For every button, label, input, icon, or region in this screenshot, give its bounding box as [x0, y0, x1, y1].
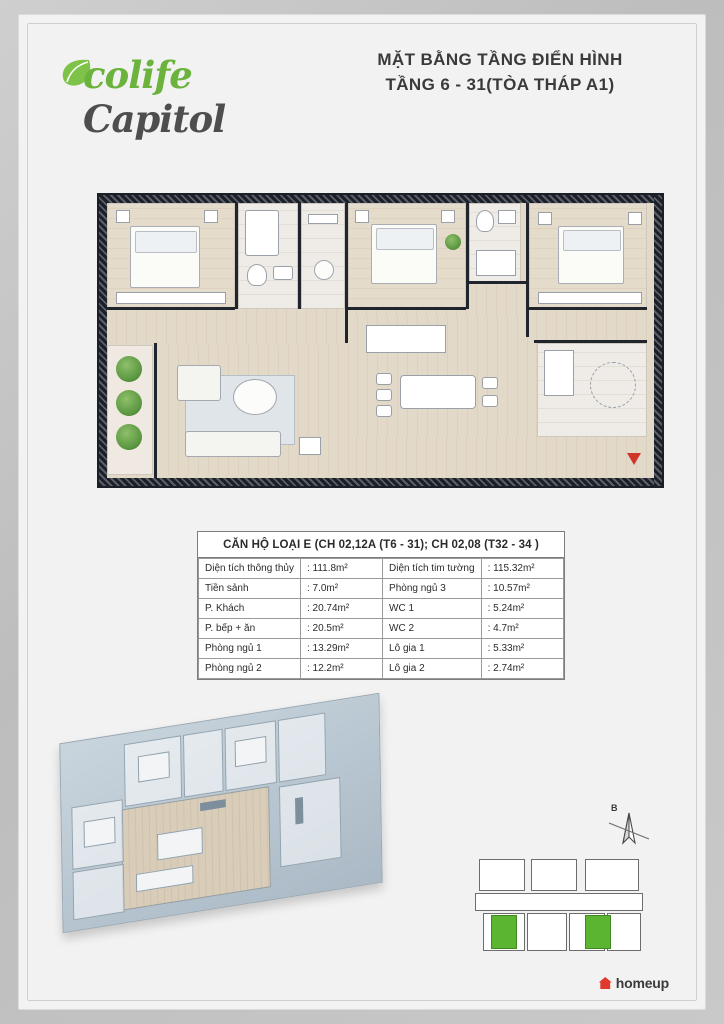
nightstand-3b [628, 212, 642, 225]
room-kitchen-dining [348, 317, 534, 437]
sink-1 [273, 266, 293, 280]
cabinet-hall [308, 214, 338, 224]
balcony-plant-3 [116, 424, 142, 450]
spec-value: : 13.29m² [300, 639, 382, 659]
dining-chair-3 [376, 405, 392, 417]
keyplan-block-b [531, 859, 577, 891]
nightstand-2a [355, 210, 369, 223]
spec-value: : 2.74m² [481, 659, 563, 679]
toilet-1 [247, 264, 267, 286]
partition-7 [348, 307, 466, 310]
spec-label: P. bếp + ăn [199, 619, 301, 639]
room-foyer [537, 343, 647, 437]
spec-value: : 12.2m² [300, 659, 382, 679]
spec-label: Tiền sảnh [199, 579, 301, 599]
room-bedroom-3 [529, 203, 647, 309]
partition-5 [526, 203, 529, 337]
spec-value: : 7.0m² [300, 579, 382, 599]
bed-2 [371, 224, 437, 284]
spec-value: : 111.8m² [300, 559, 382, 579]
partition-3 [345, 203, 348, 343]
room-bedroom-2 [348, 203, 466, 309]
spec-label: Phòng ngủ 3 [383, 579, 482, 599]
title-line-1: MẶT BẰNG TẦNG ĐIỂN HÌNH [377, 50, 623, 69]
dining-chair-2 [376, 389, 392, 401]
spec-label: Lô gia 2 [383, 659, 482, 679]
bed-1 [130, 226, 200, 288]
iso-foyer [279, 777, 342, 867]
nightstand-1a [116, 210, 130, 223]
title-line-2: TẦNG 6 - 31(TÒA THÁP A1) [385, 75, 615, 94]
keyplan-highlight-left [491, 915, 517, 949]
compass-rose [599, 803, 659, 859]
iso-bed-3 [235, 736, 267, 767]
sink-2 [498, 210, 516, 224]
spec-label: Lô gia 1 [383, 639, 482, 659]
balcony-plant-2 [116, 390, 142, 416]
nightstand-1b [204, 210, 218, 223]
plant-bedroom-2 [445, 234, 461, 250]
spec-value: : 20.5m² [300, 619, 382, 639]
dining-table [400, 375, 476, 409]
table-row [199, 559, 564, 579]
spec-value: : 5.33m² [481, 639, 563, 659]
iso-entry-door [295, 797, 303, 825]
spec-value: : 5.24m² [481, 599, 563, 619]
wall-left [99, 195, 107, 486]
room-hall [301, 203, 345, 309]
table-row [199, 659, 564, 679]
ecolife-capitol-logo [57, 51, 307, 141]
entry-door-swing [590, 362, 636, 408]
partition-11 [154, 343, 157, 478]
keyplan-unit-4 [607, 913, 641, 951]
isometric-3d-view [53, 695, 393, 930]
iso-bed-2 [138, 751, 170, 782]
table-row [199, 599, 564, 619]
wall-top [99, 195, 662, 203]
spec-value: : 20.74m² [300, 599, 382, 619]
armchair [177, 365, 221, 401]
entry-direction-marker [627, 453, 641, 465]
keyplan-highlight-right [585, 915, 611, 949]
nightstand-2b [441, 210, 455, 223]
wardrobe-1 [116, 292, 226, 304]
table-row [199, 619, 564, 639]
partition-8 [529, 307, 647, 310]
wall-bottom [99, 478, 662, 486]
spec-label: Phòng ngủ 1 [199, 639, 301, 659]
shower-2 [476, 250, 516, 276]
shoe-cabinet [544, 350, 574, 396]
partition-4 [466, 203, 469, 309]
spec-label: Phòng ngủ 2 [199, 659, 301, 679]
room-wc-2 [469, 203, 521, 283]
logo-main-text: colife [83, 53, 192, 97]
key-plan [475, 853, 647, 951]
iso-bed-1 [83, 817, 115, 848]
house-icon [599, 977, 612, 989]
spec-label: Diện tích thông thủy [199, 559, 301, 579]
partition-1 [235, 203, 238, 309]
toilet-2 [476, 210, 494, 232]
spec-value: : 115.32m² [481, 559, 563, 579]
room-wc-1 [238, 203, 298, 309]
logo-sub-text: Capitol [83, 97, 226, 141]
iso-apartment-model [59, 693, 382, 934]
iso-wc-2 [278, 712, 327, 782]
spec-label: Diện tích tim tường [383, 559, 482, 579]
partition-9 [466, 281, 526, 284]
brand-label: homeup [615, 975, 669, 991]
room-living [159, 345, 349, 475]
keyplan-block-a [479, 859, 525, 891]
keyplan-unit-2 [527, 913, 567, 951]
spec-value: : 10.57m² [481, 579, 563, 599]
spec-title: CĂN HỘ LOẠI E (CH 02,12A (T6 - 31); CH 02,08 (T32 - 34 ) [198, 532, 564, 558]
nightstand-3a [538, 212, 552, 225]
sheet-title [335, 47, 665, 97]
footer-brand [599, 975, 669, 991]
spec-label: WC 1 [383, 599, 482, 619]
table-row [199, 639, 564, 659]
floor-plan-drawing [97, 193, 664, 488]
iso-balcony [72, 864, 124, 921]
partition-10 [534, 340, 647, 343]
decor-table-hall [314, 260, 334, 280]
table-row [199, 579, 564, 599]
wall-right [654, 195, 662, 486]
iso-wc-1 [183, 729, 224, 798]
apartment-spec-table [197, 531, 565, 680]
spec-label: WC 2 [383, 619, 482, 639]
header [19, 39, 705, 141]
logo-wordmark [83, 53, 307, 141]
compass-north-label: B [611, 803, 618, 813]
dining-chair-5 [482, 395, 498, 407]
spec-rows-table [198, 558, 564, 679]
compass-needle-icon [599, 803, 659, 859]
spec-label: P. Khách [199, 599, 301, 619]
side-table [299, 437, 321, 455]
spec-value: : 4.7m² [481, 619, 563, 639]
keyplan-block-c [585, 859, 639, 891]
dining-chair-1 [376, 373, 392, 385]
coffee-table [233, 379, 277, 415]
keyplan-core-strip [475, 893, 643, 911]
bed-3 [558, 226, 624, 284]
wardrobe-3 [538, 292, 642, 304]
dining-chair-4 [482, 377, 498, 389]
sofa-main [185, 431, 281, 457]
sheet-frame [18, 14, 706, 1010]
partition-2 [298, 203, 301, 309]
bathtub-1 [245, 210, 279, 256]
room-bedroom-1 [107, 203, 235, 309]
balcony-1 [107, 345, 153, 475]
partition-6 [107, 307, 235, 310]
kitchen-counter [366, 325, 446, 353]
balcony-plant-1 [116, 356, 142, 382]
